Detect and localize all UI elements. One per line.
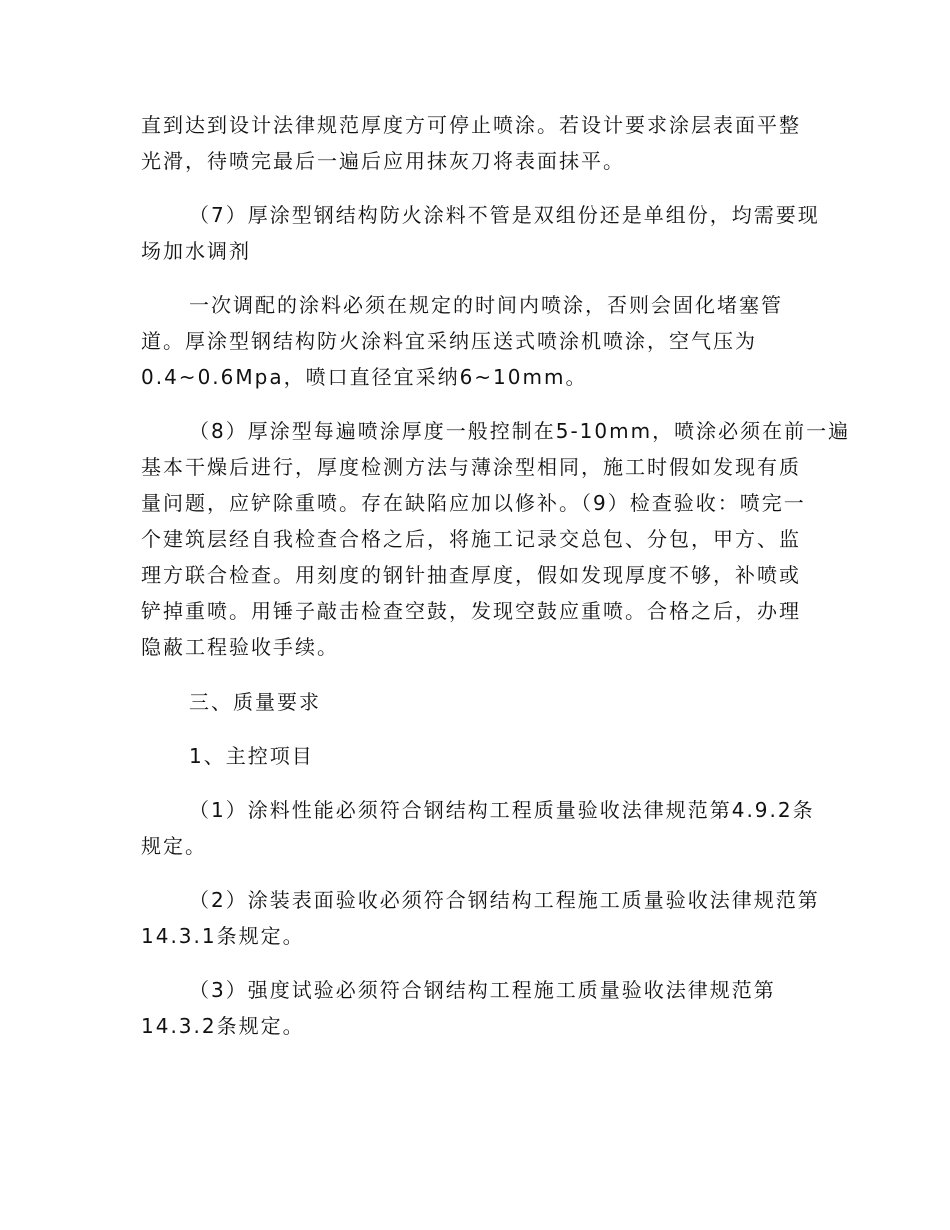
text-line: 基本干燥后进行，厚度检测方法与薄涂型相同，施工时假如发现有质 bbox=[141, 455, 801, 479]
text-line: 理方联合检查。用刻度的钢针抽查厚度，假如发现厚度不够，补喷或 bbox=[141, 563, 801, 587]
text-line: 隐蔽工程验收手续。 bbox=[141, 635, 339, 659]
section-heading: 三、质量要求 bbox=[189, 690, 321, 714]
paragraph-8-line: （8）厚涂型每遍喷涂厚度一般控制在5-10mm，喷涂必须在前一遍 bbox=[189, 419, 851, 443]
text-line: 光滑，待喷完最后一遍后应用抹灰刀将表面抹平。 bbox=[141, 149, 625, 173]
subsection-heading: 1、主控项目 bbox=[189, 744, 314, 768]
text-line: 0.4~0.6Mpa，喷口直径宜采纳6~10mm。 bbox=[141, 365, 588, 389]
paragraph-7-line: （7）厚涂型钢结构防火涂料不管是双组份还是单组份，均需要现 bbox=[189, 203, 820, 227]
text-line: 直到达到设计法律规范厚度方可停止喷涂。若设计要求涂层表面平整 bbox=[141, 113, 801, 137]
item-3-line: （3）强度试验必须符合钢结构工程施工质量验收法律规范第 bbox=[189, 978, 776, 1002]
text-line: 场加水调剂 bbox=[141, 239, 251, 263]
text-line: 道。厚涂型钢结构防火涂料宜采纳压送式喷涂机喷涂，空气压为 bbox=[141, 329, 757, 353]
text-line: 铲掉重喷。用锤子敲击检查空鼓，发现空鼓应重喷。合格之后，办理 bbox=[141, 599, 801, 623]
text-line: 规定。 bbox=[141, 834, 207, 858]
item-1-line: （1）涂料性能必须符合钢结构工程质量验收法律规范第4.9.2条 bbox=[189, 798, 815, 822]
text-line: 14.3.1条规定。 bbox=[141, 924, 305, 948]
text-line: 个建筑层经自我检查合格之后，将施工记录交总包、分包，甲方、监 bbox=[141, 527, 801, 551]
text-line: 14.3.2条规定。 bbox=[141, 1014, 305, 1038]
item-2-line: （2）涂装表面验收必须符合钢结构工程施工质量验收法律规范第 bbox=[189, 888, 820, 912]
text-line: 一次调配的涂料必须在规定的时间内喷涂，否则会固化堵塞管 bbox=[189, 293, 783, 317]
text-line: 量问题，应铲除重喷。存在缺陷应加以修补。（9）检查验收：喷完一 bbox=[141, 491, 806, 515]
